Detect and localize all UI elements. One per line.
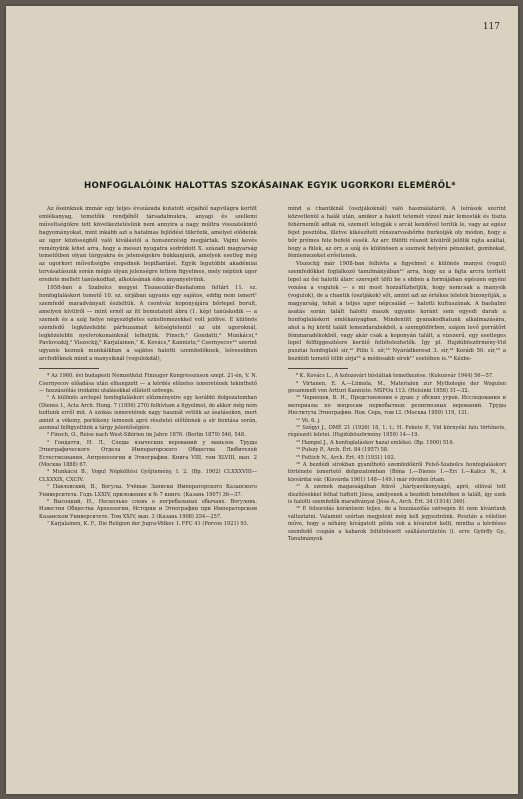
page-number: 117 (482, 22, 500, 32)
footnote: ¹ A különös arclepel honfoglaláskori előzményeire egy korábbi dolgozatomban (Dienes I., Acta Arch. Hung. 7 (1956) 270) felhívtam a figyelmet, de akkor még nem tudtunk erről mit. A szokás ismeretének nagy hasznát vettük az ásatásokon, mert amint a vékony, porlékony lemezek apró részletei előtűnnek a sír bontása során, azonnal felfigyeltünk a tárgy jelentőségére. (39, 395, 257, 431)
footnote: ¹⁸ E felsorolás korántsem teljes, de a hozzászólás szövegén ítt nem kívántunk változtatni. Valamint szórtan megjelent még kell jegyeztnünk. Posztán a véletlen műve, hogy a néhány kívágatott példa sok a kíváratot kelti, mintha a kérdéses szemfedő csupán a kabarok feltételezett szállásterületén (l. erre Györffy Gy., Tanulmányok (288, 506, 506, 543)
footnote: ⁹ Virtanen, E. A.—Liimola, M., Materialen zur Mythologie der Wogulen gesammelt von Artturi Kannisto. MSFOu 113. (Helsinki 1958) 31—32. (288, 380, 506, 394)
footnote: ⁸ K. Kovács L., A kolozsvári hóstátiak temetkezése. (Kolozsvár 1944) 56—57. (296, 373, 494, 380)
footnote: ¹³ Hampel J., A honfoglaláskor hazai emlékei. (Bp. 1900) 516. (296, 439, 455, 446)
left-footnotes (39, 373, 257, 529)
right-footnotes (288, 373, 506, 543)
footnote-divider (39, 368, 99, 369)
paragraph: Viszockij már 1908-ban felhívta a figyelmet e különös manysi (vogul) szemfedőkkel foglalkozó tanulmányában¹¹ arra, hogy ez a fajta arcra terített lepel az ősi halotti álarc szerepét tölti be s ebben a formájában egészen egyéni vonása a vogulok — s mi most hozzáfűzhetjük, hogy nemcsak a manysik (vogulok), de a chantik (osztjákok) sőt, amint azt az értékes leletek bizonyítják, a magyarság, tehát a teljes ugor népcsalád — halotti kultuszának. A bashalmi ásatás során talált halotti maszk ugyanis koránt sem egyedi darab a honfoglaláskori emlékanyagban. Mindenütt gyanakodhatunk alkalmazására, ahol a fej körül talált lemezdarabokból, a szemgödörben, szájon levő porrátőrt fémmaradékokból, vagy akár csak a koponyán talált, a vízszerű, egy esetleges lepel felfüggesztésre kerülő feltételezhetők. Így pl. Hajdúböszörmény-Vid pusztai honfoglaló sír,¹² Pilin I. sír,¹³ Nyárádkeresd 3. sír,¹⁴ Korádi 50. sír,¹⁵ a bezdédi temető több sírja¹⁶ a módosabb sírok¹⁷ esetében is.¹⁸ Kézbe- (288, 261, 506, 363)
footnote: ¹⁷ A szemek magasságában fekvő „hártyavékonyságú, apró, ollóval tett díszítésekkel felhal tudtott Józsa, amilyenek a bezdédi temetőben is talált, így ezek is halotti szemfedők maradványai (Jósa A., Arch. Ért. 34 (1914) 340). (288, 484, 506, 506)
footnote: * Az 1960. évi budapesti Nemzetközi Finnugor Kongresszuson szept. 21-én, V. N. Csernyecov előadása után elhangzott — a kérdés előzetes ismeretének tekinthető — hozzászólás irodalmi utalásokkal ellátott szövege. (39, 373, 257, 394)
left-body (39, 206, 257, 364)
footnote: ¹² Szőgyi J., DMÉ 21 (1926) 18, 1. t.; H. Fekete P., Vid környéki falu története, régészeti leletei. (Hajdúböszörmény 1959) 14—19. (288, 424, 506, 439)
footnote: ³ Гондатти, Н. Л., Следы языческих верований у маньзов. Труды Этнографического Отдела Императорского Общества Любителей Естествознания, Антропологии и Этнографии. Книга VIII, том XLVIII, вып. 2 (Москва 1888) 67. (39, 439, 257, 468)
paragraph: 1958-ban a Szabolcs megyei Tiszaeszlár-Bashalomn feltárt 11. sz. honfoglaláskori temető 10. sz. sírjában ugyanis egy sajátos, eddig nem ismert¹ szemfedő maradványait észleltük. A csontváz koponyájára bőrlepel borult, amelyen kívülről — mint ernél az itt bemutatott ábra (1. kép) tanúskodik — a szemek és a száj helye négyszögletes ezüstlemezekkel volt jelölve. E különös szemfedő legközelebbi párhuzamait kétségtelenül az obi ugoroknál, legközelebbi nyelvrokonainknál lelhetjük. Finsch,² Gondatti,³ Munkácsi,⁴ Pavlovszkij,⁵ Viszockij,⁶ Karjalainen,⁷ K. Kovács,⁸ Kannisto,⁹ Csernyecov¹⁰ szerint ugyanis keznek munkáikban a sajátos halotti szemfedőknek, leívesebben arcfedőknek mind a manysiknál (vogulokdál), (39, 285, 257, 363)
footnote: ⁴ Munkácsi B., Vogul Népköltési Gyűjtemény, I. 2. (Bp. 1902) CLXXXVIII—CLXXXIX, CXCIV. (39, 469, 257, 483)
footnote: ⁵ Павловский, В., Вогулы. Учёные Записки Императорского Казанского Университета. Годъ LXXIV, приложение к № 7 книге. (Казань 1907) 36—37. (39, 484, 257, 498)
footnote: ¹⁰ Чернецов, В. Н., Представления о душе у обских угров. Исследования и материалы по вопросам первобытных религиозных верований. Труды Института Этнографии. Нов. Серь, том LI. (Москва 1959) 119, 131. (288, 395, 506, 417)
footnote: ¹⁶ A bezdédi sírokban gyaníthotó szemfedőkről Felső-Szabolcs honfoglaláskori története ismertető dolgozatomban (Bóna I.—Dienes I.—Éri I.—Kalicz N., A kisvárdai vár. (Kisvárda 1961) 148—149.) már röviden írtam. (288, 462, 506, 483)
right-column (288, 206, 506, 543)
footnote: ¹⁵ Fettich N., Arch. Ért. 45 (1931) 102. (296, 454, 396, 461)
article-title: HONFOGLALÓINK HALOTTAS SZOKÁSAINAK EGYIK UGORKORI ELEMÉRŐL* (84, 181, 456, 191)
page-sheet (6, 6, 518, 794)
footnote: ¹¹ Vö. 6. j. (296, 417, 321, 424)
footnote-divider (288, 368, 348, 369)
left-column (39, 206, 257, 529)
paragraph: mind a chantiknál (osztjákoknál) való használatáról. A leírások szerint közvetlenül a halál után, amikor a halott tetemét vízzel már lemosták és tiszta fehérneműt adtak rá, szemeit lefogják s arcát kendővel terítik le, vagy az egész fejet posztóba, illetve kikészített rénszarvasbőrbe burkolják oly módon, hogy a bőr prémes fele befelé essék. Az arc fölötti részeit kívülről jelölik rajta azáltal, hogy a fülek, az orr, a száj és különösen a szemek helyére pénzeket, gombokat, fémlemezeket erősítenek. (288, 206, 506, 260)
footnote: ² Finsch, O., Reise nach West-Sibirien im Jahre 1876. (Berlin 1879) 546, 548. (47, 432, 246, 439)
footnote: ⁶ Высоцкий, Н., Несколько словъ о погребальных обычаях. Вогуловъ. Известия Общества Археологии, Истории и Этнографии при Императорском Казанском Университете. Том XXIV, вып. 3 (Казань 1908) 254—257. (39, 499, 257, 520)
footnote: ¹⁴ Pulszy P., Arch. Ért. 84 (1957) 58. (296, 447, 389, 454)
paragraph: Az őseinknek immár egy teljes évszázada kutatott sírjaiból napvilágra került emlékanyag, temetőik rendjéből társadalmukra, anyagi és szellemi műveltségükre tett következtetésünk nem annyira a nagy múltra visszatekintő hagyományokat, mint inkább azt a hatalmas fejlődést tükrözik, amelyet elődeink az ugor közösségből való kiválástól a honszerzésig megjártak. Vajmi kevés reményünk lehet arra, hogy a messzi nyugatra sodródott X. századi magyarság temetőiben olyan tárgyakra és jelenségekre bukkanjunk, amelyek esetleg még az ugorkori műveltségbe engednek bepillantást. Egyik legutóbbi akadémiai tervásatásunk során mégis olyan jelenségre lettem figyelmes, mely népünk ugor eredete mellett tanúskodhat, alkotásának édes anyanyelvünk. (39, 206, 257, 284)
footnote: ⁷ Karjalainen, K. F., Die Religion der Jugra-Völker. I. FFC 41 (Porvoo 1921) 93. (47, 521, 249, 528)
right-body (288, 206, 506, 364)
